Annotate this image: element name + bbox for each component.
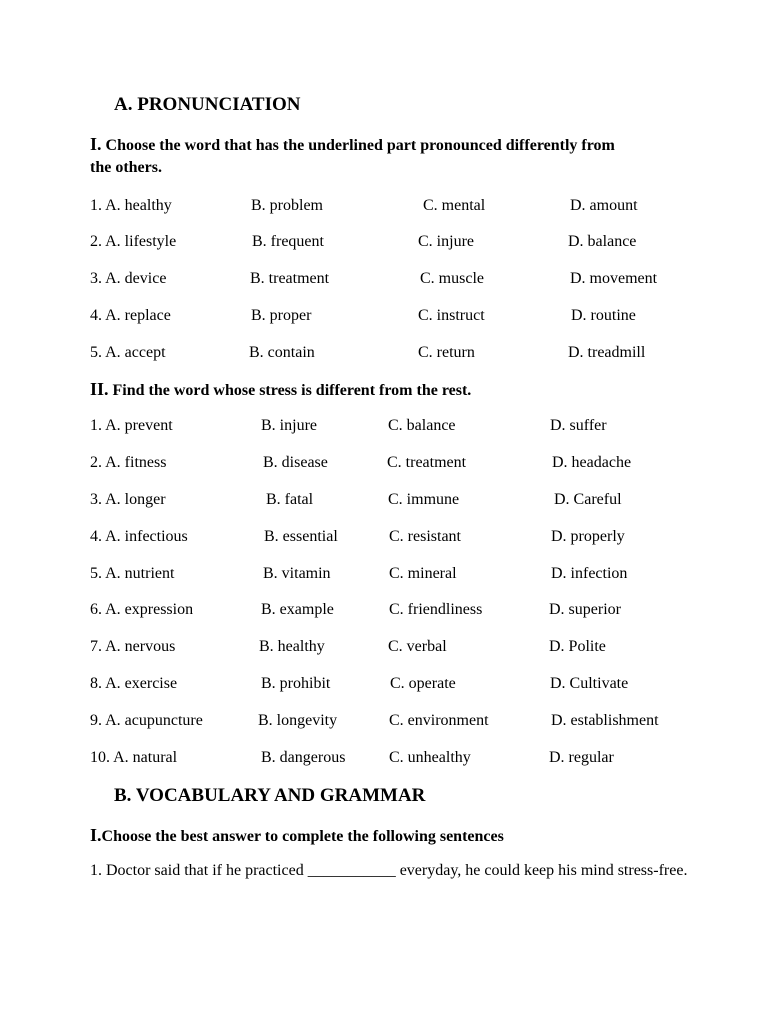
p2-q9-d: D. establishment	[551, 712, 659, 729]
p2-q8-b: B. prohibit	[261, 675, 331, 692]
p2-q2-a: 2. A. fitness	[90, 454, 167, 471]
p1-q2-b: B. frequent	[252, 233, 324, 250]
part1-instruction-text: Choose the word that has the underlined part pronounced differently from	[105, 137, 615, 154]
p1-q4-a: 4. A. replace	[90, 307, 171, 324]
p2-q6-d: D. superior	[549, 601, 621, 618]
part1-instruction	[90, 132, 615, 158]
p2-q9-c: C. environment	[389, 712, 489, 729]
section-b-part1-roman: I.	[90, 825, 102, 845]
p2-q2-c: C. treatment	[387, 454, 467, 471]
p2-q4-d: D. properly	[551, 528, 625, 545]
p2-q5-a: 5. A. nutrient	[90, 565, 175, 582]
p2-q10-a: 10. A. natural	[90, 749, 178, 766]
p1-q4-c: C. instruct	[418, 307, 485, 324]
section-b-title: B. VOCABULARY AND GRAMMAR	[114, 785, 426, 806]
p2-q9-a: 9. A. acupuncture	[90, 712, 203, 729]
p1-q1-a: 1. A. healthy	[90, 197, 172, 214]
p2-q3-b: B. fatal	[266, 491, 314, 508]
part1-instruction-cont: the others.	[90, 159, 162, 176]
p2-q9-b: B. longevity	[258, 712, 338, 729]
part2-roman: II.	[90, 379, 109, 399]
p2-q1-c: C. balance	[388, 417, 456, 434]
p1-q1-c: C. mental	[423, 197, 486, 214]
part2-instruction	[90, 377, 471, 403]
p2-q6-b: B. example	[261, 601, 334, 618]
p1-q2-d: D. balance	[568, 233, 637, 250]
p2-q7-c: C. verbal	[388, 638, 447, 655]
section-b-part1-instruction	[90, 823, 504, 849]
p2-q5-b: B. vitamin	[263, 565, 331, 582]
p2-q1-a: 1. A. prevent	[90, 417, 173, 434]
p2-q7-b: B. healthy	[259, 638, 325, 655]
p2-q10-d: D. regular	[549, 749, 614, 766]
p2-q5-d: D. infection	[551, 565, 628, 582]
p2-q10-c: C. unhealthy	[389, 749, 471, 766]
p2-q2-d: D. headache	[552, 454, 632, 471]
p2-q7-a: 7. A. nervous	[90, 638, 176, 655]
p2-q4-c: C. resistant	[389, 528, 461, 545]
p2-q7-d: D. Polite	[549, 638, 606, 655]
p2-q6-c: C. friendliness	[389, 601, 483, 618]
p2-q1-d: D. suffer	[550, 417, 607, 434]
part2-instruction-text: Find the word whose stress is different from the rest.	[112, 382, 472, 399]
p1-q3-b: B. treatment	[250, 270, 330, 287]
p2-q8-d: D. Cultivate	[550, 675, 629, 692]
p2-q6-a: 6. A. expression	[90, 601, 194, 618]
p1-q4-d: D. routine	[571, 307, 636, 324]
p2-q3-d: D. Careful	[554, 491, 622, 508]
p1-q5-d: D. treadmill	[568, 344, 646, 361]
p2-q4-b: B. essential	[264, 528, 338, 545]
p2-q10-b: B. dangerous	[261, 749, 346, 766]
section-b-part1-instruction-text: Choose the best answer to complete the following sentences	[101, 828, 504, 845]
p1-q4-b: B. proper	[251, 307, 312, 324]
p1-q5-b: B. contain	[249, 344, 315, 361]
p1-q2-a: 2. A. lifestyle	[90, 233, 177, 250]
p1-q5-c: C. return	[418, 344, 475, 361]
p1-q1-d: D. amount	[570, 197, 638, 214]
p2-q3-a: 3. A. longer	[90, 491, 166, 508]
p2-q8-c: C. operate	[390, 675, 456, 692]
p1-q3-a: 3. A. device	[90, 270, 167, 287]
p1-q1-b: B. problem	[251, 197, 323, 214]
p2-q1-b: B. injure	[261, 417, 317, 434]
p2-q4-a: 4. A. infectious	[90, 528, 188, 545]
part1-roman: I.	[90, 134, 102, 154]
section-a-title: A. PRONUNCIATION	[114, 94, 301, 115]
p2-q5-c: C. mineral	[389, 565, 457, 582]
p1-q3-c: C. muscle	[420, 270, 484, 287]
p1-q5-a: 5. A. accept	[90, 344, 166, 361]
p1-q2-c: C. injure	[418, 233, 474, 250]
p2-q2-b: B. disease	[263, 454, 328, 471]
p2-q3-c: C. immune	[388, 491, 460, 508]
p1-q3-d: D. movement	[570, 270, 658, 287]
section-b-question-1: 1. Doctor said that if he practiced ___________ everyday, he could keep his mind stress-free.	[90, 862, 688, 879]
p2-q8-a: 8. A. exercise	[90, 675, 178, 692]
